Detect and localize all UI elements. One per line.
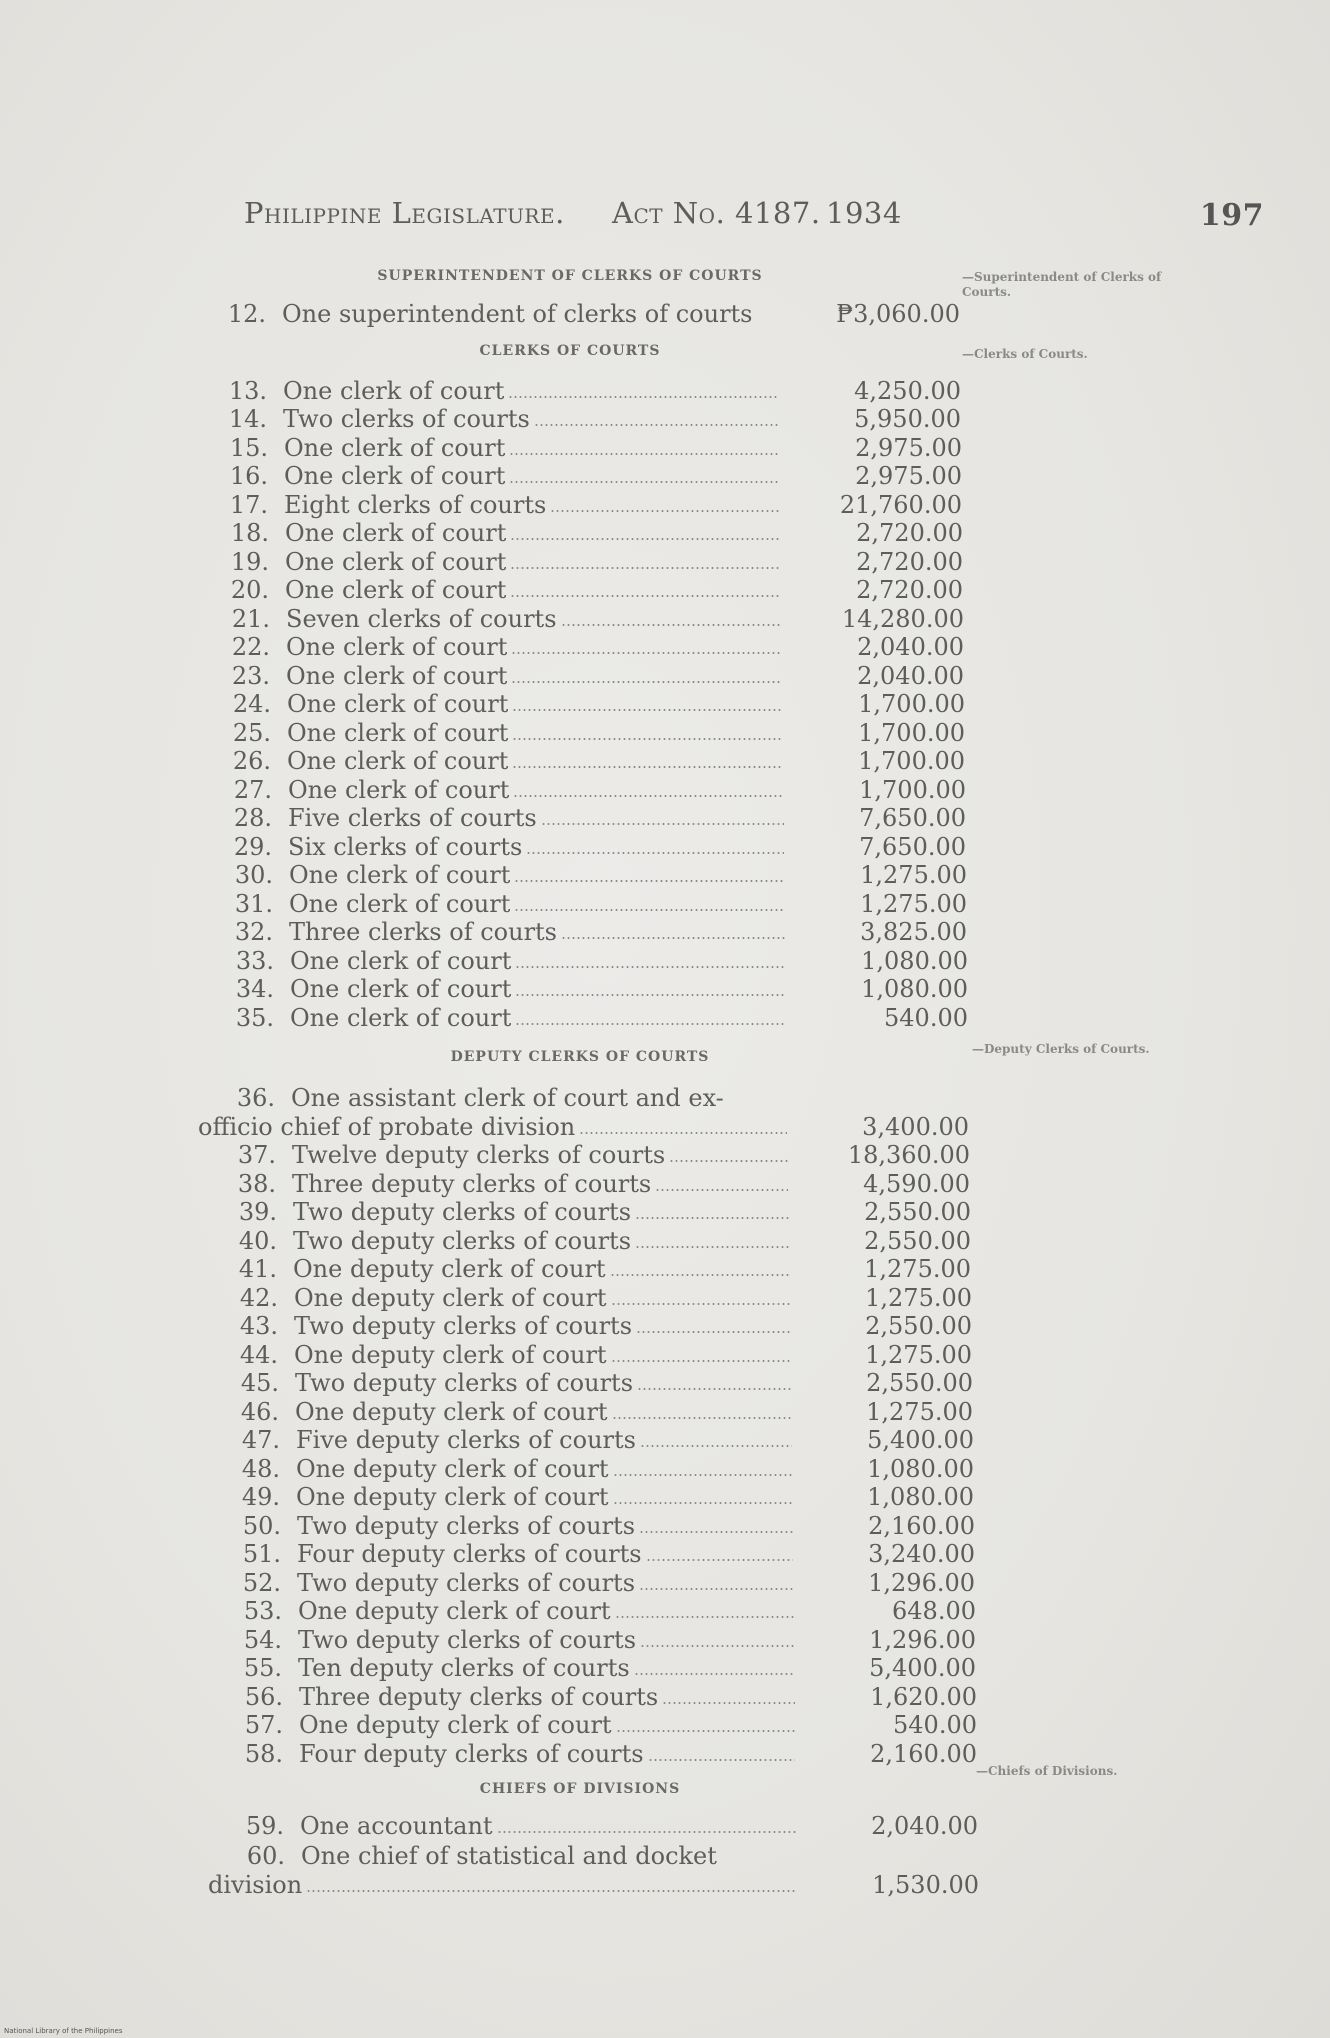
item-description: Ten deputy clerks of courts [298,1654,630,1682]
line-item [0,833,1330,861]
dot-leader [550,510,780,512]
line-item [0,1341,1330,1369]
item-description: One accountant [300,1812,493,1840]
item-number: 29. [233,833,272,861]
item-description: One clerk of court [287,719,509,747]
item-amount: 1,275.00 [860,861,967,889]
item-description: One deputy clerk of court [298,1597,611,1625]
dot-leader [511,681,782,683]
item-description: Three clerks of courts [289,918,557,946]
section-heading-superintendent: SUPERINTENDENT OF CLERKS OF COURTS [377,268,763,284]
item-number: 21. [231,605,270,633]
line-item [0,1597,1330,1625]
item-description: One clerk of court [287,747,509,775]
dot-leader [510,567,781,569]
item-number: 59. [245,1812,284,1840]
line-item [0,890,1330,918]
item-description: One superintendent of clerks of courts [282,300,753,328]
line-item [0,1426,1330,1454]
dot-leader [579,1132,787,1134]
dot-leader [508,396,779,398]
line-item [0,947,1330,975]
item-number: 15. [229,434,268,462]
dot-leader [613,1474,792,1476]
line-item [0,1626,1330,1654]
item-number: 43. [239,1312,278,1340]
dot-leader [646,1559,793,1561]
item-description: One clerk of court [288,776,510,804]
item-description: Twelve deputy clerks of courts [292,1141,666,1169]
line-item [0,1711,1330,1739]
item-amount: 1,080.00 [861,947,968,975]
item-amount: 540.00 [884,1004,968,1032]
line-item [0,1312,1330,1340]
line-item [0,1740,1330,1768]
dot-leader [640,1445,792,1447]
dot-leader [636,1331,790,1333]
item-description: One clerk of court [283,377,505,405]
item-amount: 1,275.00 [866,1398,973,1426]
line-item [0,662,1330,690]
item-description: One deputy clerk of court [294,1341,607,1369]
line-item [0,1084,1330,1141]
line-item [0,576,1330,604]
item-number: 17. [229,491,268,519]
item-description: Seven clerks of courts [286,605,557,633]
item-number: 56. [244,1683,283,1711]
item-amount: 1,530.00 [872,1871,979,1899]
item-number: 13. [228,377,267,405]
item-number: 25. [232,719,271,747]
line-item [0,1540,1330,1568]
item-amount: 1,700.00 [859,776,966,804]
item-description-continued: division [208,1871,303,1899]
dot-leader [655,1189,788,1191]
item-number: 19. [230,548,269,576]
header-year: 1934 [826,196,902,230]
item-description: One deputy clerk of court [293,1255,606,1283]
item-number: 31. [234,890,273,918]
item-amount: 5,950.00 [854,405,961,433]
dot-leader [534,424,779,426]
item-description: Two deputy clerks of courts [298,1626,637,1654]
item-description: Two deputy clerks of courts [294,1312,633,1340]
item-description: One clerk of court [289,861,511,889]
page-header [244,196,1264,240]
margin-note-clerks: —Clerks of Courts. [962,347,1088,361]
item-description: Two clerks of courts [283,405,530,433]
line-item [0,719,1330,747]
dot-leader [497,1831,796,1833]
item-amount: 1,080.00 [861,975,968,1003]
dot-leader [669,1160,788,1162]
item-amount: 2,720.00 [856,548,963,576]
item-description: Two deputy clerks of courts [295,1369,634,1397]
item-amount: ₱3,060.00 [836,300,960,328]
dot-leader [515,966,786,968]
item-number: 53. [243,1597,282,1625]
item-description: One clerk of court [286,662,508,690]
line-item [0,1198,1330,1226]
item-amount: 2,040.00 [857,633,964,661]
dot-leader [509,453,780,455]
item-amount: 1,275.00 [865,1341,972,1369]
line-item [0,1141,1330,1169]
item-description: Two deputy clerks of courts [293,1198,632,1226]
item-number: 33. [235,947,274,975]
item-description: One deputy clerk of court [296,1455,609,1483]
line-item [0,405,1330,433]
item-number: 38. [237,1170,276,1198]
line-item [0,804,1330,832]
item-description: Four deputy clerks of courts [297,1540,642,1568]
line-item [0,1004,1330,1032]
item-amount: 1,700.00 [858,690,965,718]
dot-leader [509,481,780,483]
dot-leader [512,709,783,711]
dot-leader [639,1588,793,1590]
item-amount: 3,400.00 [862,1113,969,1141]
line-item [0,690,1330,718]
dot-leader [561,937,785,939]
dot-leader [635,1246,789,1248]
item-description: One deputy clerk of court [294,1284,607,1312]
item-description: Two deputy clerks of courts [297,1569,636,1597]
item-amount: 21,760.00 [839,491,962,519]
item-amount: 3,825.00 [860,918,967,946]
dot-leader [639,1531,793,1533]
item-amount: 2,040.00 [857,662,964,690]
item-description: Three deputy clerks of courts [292,1170,652,1198]
line-item [0,747,1330,775]
margin-note-deputy: —Deputy Clerks of Courts. [972,1042,1150,1056]
line-item [0,1842,1330,1899]
item-amount: 4,250.00 [854,377,961,405]
item-amount: 14,280.00 [841,605,964,633]
line-item [0,975,1330,1003]
item-description: One clerk of court [290,975,512,1003]
item-amount: 1,296.00 [868,1569,975,1597]
line-item [0,434,1330,462]
item-number: 50. [242,1512,281,1540]
line-item [0,1683,1330,1711]
item-number: 51. [242,1540,281,1568]
item-number: 20. [230,576,269,604]
item-description: Two deputy clerks of courts [297,1512,636,1540]
line-item [0,1255,1330,1283]
header-title: Philippine Legislature. [244,196,565,230]
line-item [0,1398,1330,1426]
item-number: 47. [241,1426,280,1454]
line-item [0,519,1330,547]
item-description: One clerk of court [285,576,507,604]
item-description: One clerk of court [290,947,512,975]
item-number: 36. [236,1084,275,1112]
dot-leader [513,795,784,797]
item-amount: 1,275.00 [865,1284,972,1312]
item-number: 57. [244,1711,283,1739]
item-description: One deputy clerk of court [296,1483,609,1511]
item-amount: 2,975.00 [855,434,962,462]
dot-leader [511,652,782,654]
item-amount: 2,720.00 [856,576,963,604]
item-amount: 1,620.00 [870,1683,977,1711]
item-amount: 1,275.00 [860,890,967,918]
item-number: 55. [243,1654,282,1682]
section-heading-chiefs: CHIEFS OF DIVISIONS [479,1781,681,1797]
item-number: 30. [234,861,273,889]
item-number: 44. [239,1341,278,1369]
item-description: One deputy clerk of court [299,1711,612,1739]
dot-leader [610,1274,789,1276]
line-item [0,462,1330,490]
item-amount: 4,590.00 [863,1170,970,1198]
item-number: 27. [233,776,272,804]
line-item [0,491,1330,519]
item-number: 54. [243,1626,282,1654]
item-description: One clerk of court [285,519,507,547]
dot-leader [611,1360,790,1362]
item-amount: 5,400.00 [867,1426,974,1454]
line-item [0,1227,1330,1255]
margin-note-superintendent: —Superintendent of Clerks of Courts. [962,270,1162,299]
item-description: Five deputy clerks of courts [296,1426,636,1454]
item-number: 32. [234,918,273,946]
dot-leader [306,1890,797,1892]
line-item [0,1569,1330,1597]
item-number: 22. [231,633,270,661]
line-item [0,1654,1330,1682]
section-heading-clerks: CLERKS OF COURTS [479,343,661,359]
dot-leader [648,1759,795,1761]
item-amount: 2,550.00 [865,1312,972,1340]
item-number: 45. [240,1369,279,1397]
item-description: One clerk of court [284,434,506,462]
dot-leader [515,994,786,996]
item-amount: 2,975.00 [855,462,962,490]
line-item [0,633,1330,661]
item-number: 26. [232,747,271,775]
item-amount: 1,080.00 [867,1483,974,1511]
item-number: 37. [237,1141,276,1169]
item-number: 49. [241,1483,280,1511]
line-item [0,776,1330,804]
dot-leader [541,823,784,825]
dot-leader [612,1417,791,1419]
item-number: 52. [242,1569,281,1597]
item-number: 35. [235,1004,274,1032]
item-number: 23. [231,662,270,690]
dot-leader [662,1702,795,1704]
item-amount: 7,650.00 [859,804,966,832]
item-amount: 648.00 [892,1597,976,1625]
dot-leader [514,909,785,911]
item-number: 14. [228,405,267,433]
item-number: 34. [235,975,274,1003]
item-amount: 2,550.00 [864,1198,971,1226]
line-item [0,1483,1330,1511]
line-item [0,548,1330,576]
item-description: Eight clerks of courts [284,491,547,519]
item-amount: 540.00 [893,1711,977,1739]
dot-leader [615,1616,794,1618]
item-description: One assistant clerk of court and ex- [291,1084,724,1112]
item-number: 16. [229,462,268,490]
item-number: 40. [238,1227,277,1255]
dot-leader [613,1502,792,1504]
line-item [0,1455,1330,1483]
item-amount: 2,160.00 [868,1512,975,1540]
item-number: 24. [232,690,271,718]
dot-leader [515,1023,786,1025]
item-description: One clerk of court [287,690,509,718]
item-description: One clerk of court [286,633,508,661]
dot-leader [561,624,782,626]
item-description: Four deputy clerks of courts [299,1740,644,1768]
item-description: One deputy clerk of court [295,1398,608,1426]
item-amount: 2,040.00 [871,1812,978,1840]
item-amount: 1,296.00 [869,1626,976,1654]
dot-leader [637,1388,791,1390]
item-amount: 1,700.00 [858,747,965,775]
item-description: One clerk of court [290,1004,512,1032]
dot-leader [510,538,781,540]
line-item [0,1369,1330,1397]
line-item [0,300,1330,328]
dot-leader [512,738,783,740]
item-number: 28. [233,804,272,832]
item-number: 39. [238,1198,277,1226]
item-amount: 3,240.00 [868,1540,975,1568]
item-description: Five clerks of courts [288,804,537,832]
item-amount: 2,160.00 [870,1740,977,1768]
item-number: 42. [239,1284,278,1312]
item-description: One chief of statistical and docket [301,1842,717,1870]
item-number: 41. [238,1255,277,1283]
item-amount: 7,650.00 [859,833,966,861]
item-description: One clerk of court [285,548,507,576]
dot-leader [512,766,783,768]
line-item [0,1512,1330,1540]
item-description-continued: officio chief of probate division [198,1113,576,1141]
dot-leader [635,1217,789,1219]
header-act: Act No. 4187. [612,196,821,230]
item-amount: 1,275.00 [864,1255,971,1283]
line-item [0,1170,1330,1198]
item-description: Six clerks of courts [288,833,523,861]
line-item [0,1284,1330,1312]
dot-leader [640,1645,794,1647]
item-amount: 2,720.00 [856,519,963,547]
dot-leader [616,1730,795,1732]
margin-note-chiefs: —Chiefs of Divisions. [976,1764,1118,1778]
item-description: One clerk of court [289,890,511,918]
item-amount: 1,080.00 [867,1455,974,1483]
item-description: Three deputy clerks of courts [299,1683,659,1711]
item-number: 60. [246,1842,285,1870]
item-amount: 18,360.00 [847,1141,970,1169]
line-item [0,861,1330,889]
item-number: 46. [240,1398,279,1426]
item-description: One clerk of court [284,462,506,490]
item-number: 48. [241,1455,280,1483]
item-number: 18. [230,519,269,547]
line-item [0,918,1330,946]
footer-credit: National Library of the Philippines [4,2027,123,2035]
page-number: 197 [1199,198,1264,233]
line-item [0,1812,1330,1840]
dot-leader [510,595,781,597]
item-amount: 2,550.00 [866,1369,973,1397]
dot-leader [611,1303,790,1305]
item-number: 12. [227,300,266,328]
line-item [0,605,1330,633]
dot-leader [514,880,785,882]
line-item [0,377,1330,405]
item-description: Two deputy clerks of courts [293,1227,632,1255]
item-amount: 1,700.00 [858,719,965,747]
section-heading-deputy: DEPUTY CLERKS OF COURTS [450,1049,710,1065]
dot-leader [526,852,784,854]
item-amount: 2,550.00 [864,1227,971,1255]
item-amount: 5,400.00 [869,1654,976,1682]
item-number: 58. [244,1740,283,1768]
dot-leader [634,1673,794,1675]
